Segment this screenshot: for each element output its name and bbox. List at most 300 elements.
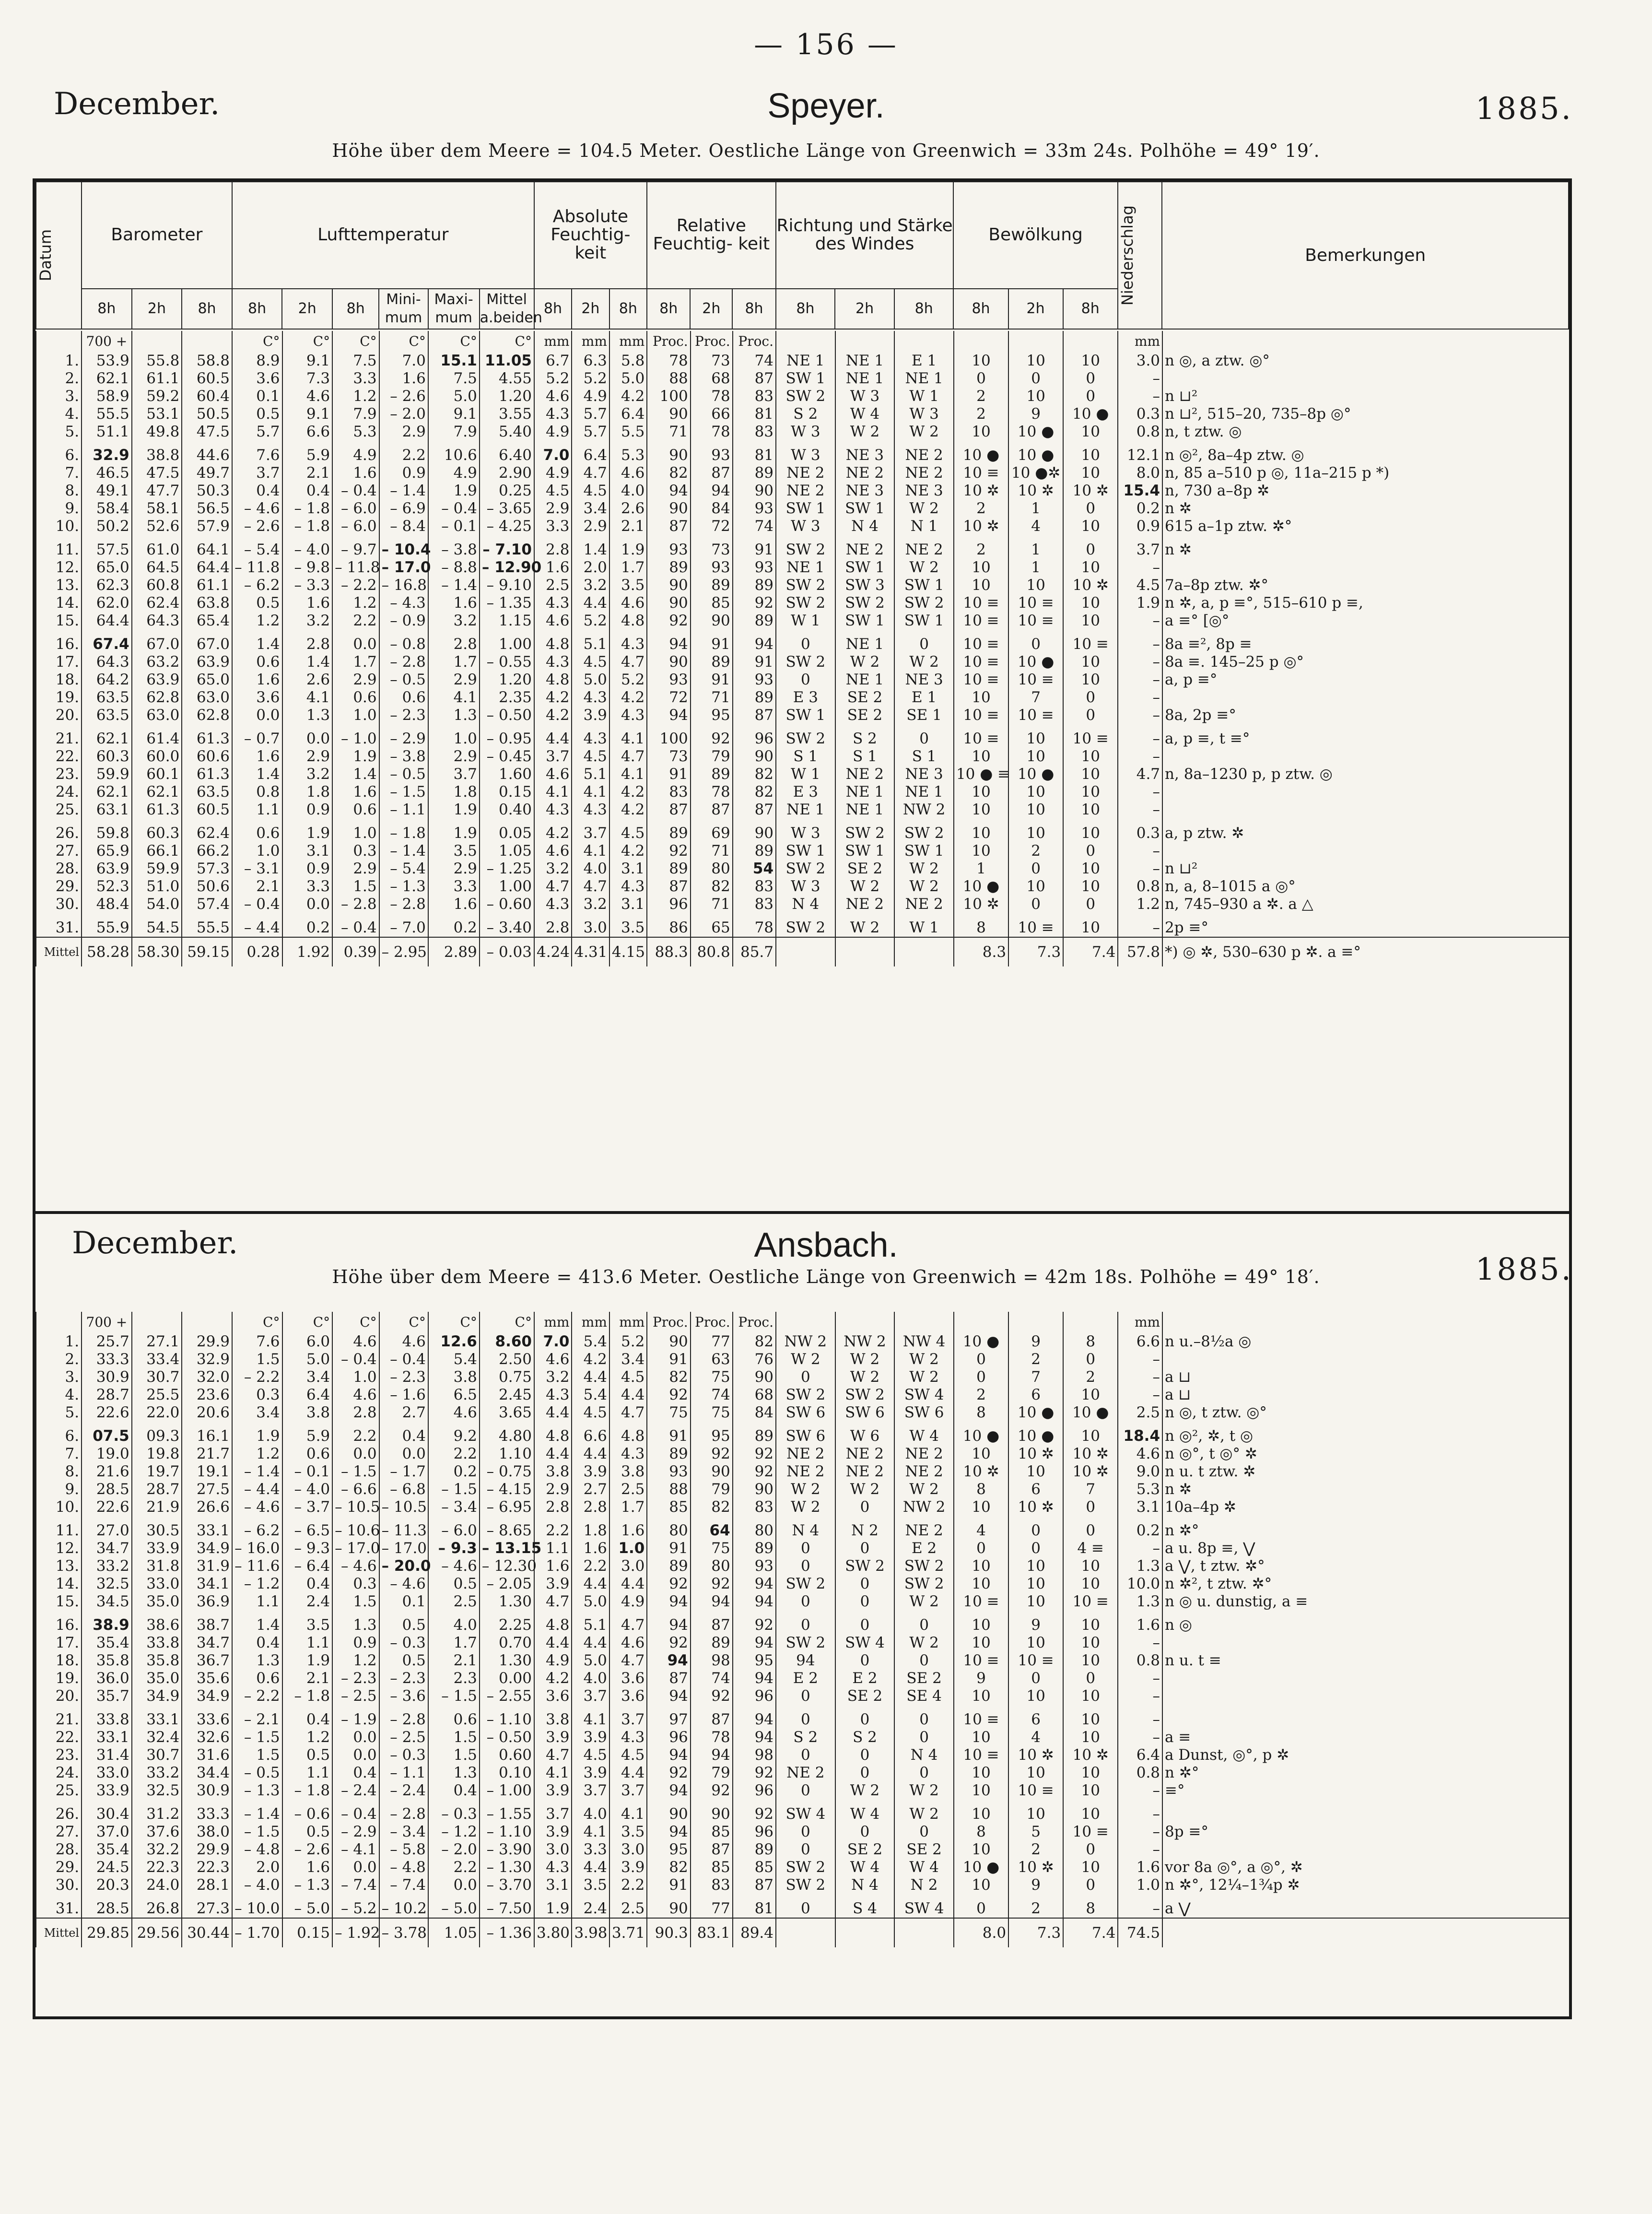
value-cell: – 4.4 bbox=[232, 919, 282, 937]
value-cell: 33.2 bbox=[82, 1557, 132, 1575]
spacer bbox=[232, 1516, 282, 1522]
value-cell: 57.4 bbox=[182, 895, 232, 913]
value-cell: 3.3 bbox=[428, 878, 480, 895]
value-cell: 3.65 bbox=[480, 1404, 534, 1422]
value-cell: 10 bbox=[1063, 748, 1118, 765]
value-cell: N 1 bbox=[894, 518, 954, 535]
value-cell: 10 ≡ bbox=[1008, 1782, 1063, 1800]
value-cell: S 1 bbox=[776, 748, 835, 765]
value-cell: – 2.3 bbox=[379, 1670, 428, 1687]
remark-cell bbox=[1162, 783, 1569, 801]
value-cell: 85 bbox=[647, 1498, 690, 1516]
value-cell: 95 bbox=[691, 707, 733, 724]
value-cell: 1.2 bbox=[332, 1652, 379, 1670]
value-cell: 0 bbox=[776, 1900, 835, 1918]
value-cell: 10 bbox=[1063, 352, 1118, 370]
value-cell: 2.5 bbox=[534, 577, 572, 594]
spacer bbox=[232, 913, 282, 919]
value-cell: 82 bbox=[691, 1498, 733, 1516]
value-cell: – 2.8 bbox=[332, 895, 379, 913]
value-cell: SW 2 bbox=[894, 594, 954, 612]
value-cell: SW 1 bbox=[894, 577, 954, 594]
spacer bbox=[82, 819, 132, 824]
value-cell: NE 1 bbox=[835, 671, 895, 689]
value-cell: 2.0 bbox=[572, 559, 609, 577]
value-cell: 7 bbox=[1063, 1481, 1118, 1498]
value-cell: – 1.5 bbox=[332, 1463, 379, 1481]
remark-cell: n u. t ≡ bbox=[1162, 1652, 1569, 1670]
remark-cell: a, p ≡° bbox=[1162, 671, 1569, 689]
value-cell: – 11.3 bbox=[379, 1522, 428, 1540]
value-cell: 47.5 bbox=[182, 423, 232, 441]
value-cell: 61.0 bbox=[132, 541, 182, 559]
spacer bbox=[609, 819, 647, 824]
value-cell: 62.1 bbox=[82, 730, 132, 748]
value-cell: 38.7 bbox=[182, 1616, 232, 1634]
value-cell: 0.2 bbox=[428, 919, 480, 937]
value-cell: – 6.2 bbox=[232, 1522, 282, 1540]
value-cell: – 16.8 bbox=[379, 577, 428, 594]
value-cell: 93 bbox=[733, 559, 776, 577]
value-cell: 0 bbox=[1063, 1670, 1118, 1687]
lufttemperatur-header: Lufttemperatur bbox=[232, 182, 534, 289]
remark-cell: a ⋁ bbox=[1162, 1900, 1569, 1918]
value-cell: 3.9 bbox=[534, 1575, 572, 1593]
value-cell: 1.0 bbox=[332, 1368, 379, 1386]
spacer bbox=[36, 1894, 82, 1900]
value-cell: 2.3 bbox=[428, 1670, 480, 1687]
value-cell: SW 2 bbox=[776, 653, 835, 671]
value-cell: W 3 bbox=[776, 518, 835, 535]
value-cell: – 4.0 bbox=[232, 1876, 282, 1894]
subheader-maximum: Maxi- mum bbox=[428, 289, 480, 329]
value-cell: 0 bbox=[894, 1823, 954, 1841]
value-cell: 30.9 bbox=[82, 1368, 132, 1386]
spacer bbox=[132, 1611, 182, 1616]
value-cell: 7.0 bbox=[534, 447, 572, 464]
value-cell: 9 bbox=[1008, 1616, 1063, 1634]
unit-label: Proc. bbox=[691, 1312, 733, 1333]
value-cell: W 2 bbox=[894, 1351, 954, 1368]
value-cell: – 7.4 bbox=[332, 1876, 379, 1894]
spacer bbox=[691, 1516, 733, 1522]
spacer bbox=[1063, 1611, 1118, 1616]
subheader-h8: 8h bbox=[232, 289, 282, 329]
subheader-h8: 8h bbox=[894, 289, 954, 329]
spacer bbox=[572, 1422, 609, 1427]
day-cell: 15. bbox=[36, 1593, 82, 1611]
spacer bbox=[534, 441, 572, 447]
value-cell: – 2.3 bbox=[379, 1368, 428, 1386]
mittel-value: 3.98 bbox=[572, 1918, 609, 1947]
value-cell: 4.4 bbox=[572, 1634, 609, 1652]
value-cell: NE 1 bbox=[835, 352, 895, 370]
unit-label: C° bbox=[232, 331, 282, 352]
spacer bbox=[1063, 535, 1118, 541]
value-cell: SW 2 bbox=[835, 1557, 895, 1575]
value-cell: 10 bbox=[1063, 860, 1118, 878]
value-cell: 0 bbox=[835, 1593, 895, 1611]
spacer bbox=[182, 819, 232, 824]
spacer bbox=[480, 1611, 534, 1616]
spacer bbox=[282, 1894, 333, 1900]
value-cell: – 3.40 bbox=[480, 919, 534, 937]
value-cell: 0 bbox=[894, 1711, 954, 1729]
spacer bbox=[1118, 913, 1162, 919]
day-cell: 27. bbox=[36, 1823, 82, 1841]
value-cell: – 1.4 bbox=[379, 842, 428, 860]
value-cell: 0 bbox=[776, 1711, 835, 1729]
value-cell: 4.9 bbox=[572, 388, 609, 405]
value-cell: 1.6 bbox=[282, 1859, 333, 1876]
value-cell: 4.7 bbox=[609, 1404, 647, 1422]
value-cell: 4.0 bbox=[428, 1616, 480, 1634]
spacer bbox=[480, 535, 534, 541]
spacer bbox=[332, 1705, 379, 1711]
spacer bbox=[1162, 1894, 1569, 1900]
value-cell: 34.9 bbox=[132, 1687, 182, 1705]
spacer bbox=[379, 1800, 428, 1805]
value-cell: 1.6 bbox=[379, 370, 428, 388]
value-cell: 4.0 bbox=[572, 860, 609, 878]
value-cell: 10 bbox=[1008, 1805, 1063, 1823]
value-cell: – bbox=[1118, 860, 1162, 878]
spacer bbox=[954, 535, 1008, 541]
value-cell: 6.4 bbox=[1118, 1746, 1162, 1764]
value-cell: 0.4 bbox=[379, 1427, 428, 1445]
value-cell: 1.2 bbox=[1118, 895, 1162, 913]
day-cell: 2. bbox=[36, 370, 82, 388]
value-cell: 4.3 bbox=[534, 1859, 572, 1876]
spacer bbox=[379, 630, 428, 636]
value-cell: 10 bbox=[954, 559, 1008, 577]
table-row bbox=[36, 388, 1569, 405]
spacer bbox=[232, 819, 282, 824]
value-cell: 6.7 bbox=[534, 352, 572, 370]
value-cell: – 4.6 bbox=[232, 500, 282, 518]
value-cell: W 2 bbox=[894, 500, 954, 518]
value-cell: SW 4 bbox=[776, 1805, 835, 1823]
value-cell: 0 bbox=[1063, 370, 1118, 388]
value-cell: 2.7 bbox=[379, 1404, 428, 1422]
spacer bbox=[1063, 913, 1118, 919]
value-cell: 82 bbox=[733, 1333, 776, 1351]
value-cell: 0 bbox=[1063, 1876, 1118, 1894]
value-cell: 1.6 bbox=[232, 748, 282, 765]
day-cell: 29. bbox=[36, 878, 82, 895]
value-cell: 07.5 bbox=[82, 1427, 132, 1445]
value-cell: 4.2 bbox=[534, 1670, 572, 1687]
table-row bbox=[36, 1616, 1569, 1634]
spacer bbox=[1008, 1800, 1063, 1805]
day-cell: 16. bbox=[36, 1616, 82, 1634]
value-cell: 3.0 bbox=[609, 1557, 647, 1575]
value-cell: E 2 bbox=[894, 1540, 954, 1557]
value-cell: SE 2 bbox=[894, 1670, 954, 1687]
value-cell: – 2.9 bbox=[379, 730, 428, 748]
value-cell: 33.8 bbox=[82, 1711, 132, 1729]
spacer bbox=[954, 1800, 1008, 1805]
value-cell: 30.4 bbox=[82, 1805, 132, 1823]
spacer bbox=[1162, 1611, 1569, 1616]
value-cell: 2.1 bbox=[609, 518, 647, 535]
value-cell: 0 bbox=[1063, 541, 1118, 559]
value-cell: S 4 bbox=[835, 1900, 895, 1918]
ansbach-station: Ansbach. bbox=[754, 1226, 898, 1264]
spacer bbox=[776, 1611, 835, 1616]
spacer bbox=[232, 1800, 282, 1805]
value-cell: 0 bbox=[1008, 1522, 1063, 1540]
value-cell: 3.8 bbox=[534, 1463, 572, 1481]
spacer bbox=[232, 535, 282, 541]
value-cell: 5.9 bbox=[282, 447, 333, 464]
value-cell: 65.0 bbox=[82, 559, 132, 577]
value-cell: 2.8 bbox=[534, 541, 572, 559]
mittel-value: – 3.78 bbox=[379, 1918, 428, 1947]
value-cell: 0.4 bbox=[428, 1782, 480, 1800]
value-cell: 12.1 bbox=[1118, 447, 1162, 464]
value-cell: 38.6 bbox=[132, 1616, 182, 1634]
value-cell: 26.6 bbox=[182, 1498, 232, 1516]
spacer bbox=[691, 535, 733, 541]
value-cell: 74 bbox=[691, 1386, 733, 1404]
value-cell: 2.5 bbox=[1118, 1404, 1162, 1422]
table-row bbox=[36, 464, 1569, 482]
value-cell: 0.2 bbox=[282, 919, 333, 937]
value-cell: – 0.1 bbox=[282, 1463, 333, 1481]
remark-cell: n ◎, t ztw. ◎° bbox=[1162, 1404, 1569, 1422]
value-cell: 3.3 bbox=[572, 1841, 609, 1859]
value-cell: W 2 bbox=[776, 1481, 835, 1498]
value-cell: SW 2 bbox=[776, 577, 835, 594]
unit-label bbox=[132, 331, 182, 352]
value-cell: 9 bbox=[1008, 1333, 1063, 1351]
value-cell: W 3 bbox=[835, 388, 895, 405]
value-cell: 4.4 bbox=[534, 1445, 572, 1463]
value-cell: 2.4 bbox=[572, 1900, 609, 1918]
value-cell: – 5.0 bbox=[428, 1900, 480, 1918]
spacer bbox=[609, 1705, 647, 1711]
spacer bbox=[428, 1705, 480, 1711]
value-cell: W 4 bbox=[835, 405, 895, 423]
value-cell: 94 bbox=[647, 1823, 690, 1841]
value-cell: W 2 bbox=[894, 1593, 954, 1611]
value-cell: W 2 bbox=[835, 1351, 895, 1368]
value-cell: 1.3 bbox=[1118, 1557, 1162, 1575]
value-cell: 3.6 bbox=[609, 1687, 647, 1705]
barometer-header: Barometer bbox=[82, 182, 232, 289]
value-cell: – 0.4 bbox=[232, 895, 282, 913]
value-cell: W 1 bbox=[776, 612, 835, 630]
remark-cell bbox=[1162, 1711, 1569, 1729]
value-cell: 0 bbox=[1008, 1670, 1063, 1687]
day-cell: 25. bbox=[36, 1782, 82, 1800]
value-cell: 61.3 bbox=[132, 801, 182, 819]
value-cell: 65 bbox=[691, 919, 733, 937]
value-cell: 10 bbox=[1008, 1687, 1063, 1705]
value-cell: 29.9 bbox=[182, 1333, 232, 1351]
value-cell: 4.1 bbox=[572, 842, 609, 860]
remark-cell: a Dunst, ◎°, p ✲ bbox=[1162, 1746, 1569, 1764]
value-cell: 55.8 bbox=[132, 352, 182, 370]
value-cell: 82 bbox=[647, 1368, 690, 1386]
value-cell: 55.5 bbox=[182, 919, 232, 937]
value-cell: 3.7 bbox=[1118, 541, 1162, 559]
value-cell: 87 bbox=[691, 801, 733, 819]
value-cell: 4.9 bbox=[534, 423, 572, 441]
value-cell: 10 bbox=[1063, 1652, 1118, 1670]
spacer bbox=[428, 1894, 480, 1900]
value-cell: 63 bbox=[691, 1351, 733, 1368]
value-cell: 1.1 bbox=[282, 1634, 333, 1652]
value-cell: 94 bbox=[691, 1593, 733, 1611]
value-cell: 92 bbox=[647, 1764, 690, 1782]
value-cell: SW 1 bbox=[835, 612, 895, 630]
table-row bbox=[36, 352, 1569, 370]
unit-label: Proc. bbox=[691, 331, 733, 352]
spacer bbox=[428, 913, 480, 919]
value-cell: – 0.75 bbox=[480, 1463, 534, 1481]
table-row bbox=[36, 824, 1569, 842]
value-cell: SW 1 bbox=[835, 559, 895, 577]
unit-label bbox=[1162, 331, 1569, 352]
value-cell: 63.9 bbox=[132, 671, 182, 689]
spacer bbox=[82, 1800, 132, 1805]
value-cell: 85 bbox=[733, 1859, 776, 1876]
spacer bbox=[182, 1705, 232, 1711]
value-cell: 3.5 bbox=[609, 919, 647, 937]
value-cell: 4.2 bbox=[534, 689, 572, 707]
value-cell: 89 bbox=[691, 653, 733, 671]
spacer bbox=[282, 535, 333, 541]
spacer bbox=[835, 535, 895, 541]
barometer-base: 700 + bbox=[82, 331, 132, 352]
value-cell: SW 1 bbox=[776, 500, 835, 518]
spacer bbox=[691, 724, 733, 730]
value-cell: 47.7 bbox=[132, 482, 182, 500]
value-cell: – 2.5 bbox=[379, 1729, 428, 1746]
value-cell: 3.8 bbox=[282, 1404, 333, 1422]
value-cell: – 1.35 bbox=[480, 594, 534, 612]
spacer bbox=[1162, 913, 1569, 919]
value-cell: 85 bbox=[691, 1823, 733, 1841]
value-cell: 7.3 bbox=[282, 370, 333, 388]
value-cell: 5.5 bbox=[609, 423, 647, 441]
value-cell: 1.3 bbox=[332, 1616, 379, 1634]
value-cell: – 1.8 bbox=[282, 1687, 333, 1705]
value-cell: 1.60 bbox=[480, 765, 534, 783]
mittel-value: 2.89 bbox=[428, 937, 480, 966]
spacer bbox=[1162, 1422, 1569, 1427]
value-cell: 36.7 bbox=[182, 1652, 232, 1670]
remark-cell bbox=[1162, 1805, 1569, 1823]
value-cell: 90 bbox=[733, 1481, 776, 1498]
value-cell: 32.9 bbox=[182, 1351, 232, 1368]
value-cell: 9 bbox=[1008, 1876, 1063, 1894]
value-cell: 1.6 bbox=[332, 783, 379, 801]
day-cell: 4. bbox=[36, 1386, 82, 1404]
value-cell: 73 bbox=[691, 541, 733, 559]
value-cell: 5.4 bbox=[572, 1386, 609, 1404]
spacer bbox=[182, 1894, 232, 1900]
value-cell: 0.4 bbox=[232, 1634, 282, 1652]
unit-label bbox=[1162, 1312, 1569, 1333]
table-row bbox=[36, 1333, 1569, 1351]
day-cell: 5. bbox=[36, 1404, 82, 1422]
value-cell: 64.3 bbox=[82, 653, 132, 671]
value-cell: 0 bbox=[835, 1616, 895, 1634]
value-cell: 1.2 bbox=[232, 612, 282, 630]
value-cell: 1.00 bbox=[480, 636, 534, 653]
value-cell: 90 bbox=[647, 594, 690, 612]
value-cell: 90 bbox=[733, 1368, 776, 1386]
spacer bbox=[232, 1705, 282, 1711]
value-cell: SE 2 bbox=[835, 689, 895, 707]
spacer bbox=[379, 441, 428, 447]
spacer bbox=[332, 1611, 379, 1616]
table-row bbox=[36, 577, 1569, 594]
value-cell: 59.9 bbox=[82, 765, 132, 783]
spacer bbox=[534, 1800, 572, 1805]
value-cell: 56.5 bbox=[182, 500, 232, 518]
value-cell: 1.8 bbox=[282, 783, 333, 801]
value-cell: – 5.2 bbox=[332, 1900, 379, 1918]
value-cell: – bbox=[1118, 1386, 1162, 1404]
value-cell: SW 2 bbox=[776, 1634, 835, 1652]
value-cell: 1.2 bbox=[332, 594, 379, 612]
value-cell: 94 bbox=[647, 1593, 690, 1611]
value-cell: 10 bbox=[1063, 878, 1118, 895]
table-row bbox=[36, 423, 1569, 441]
value-cell: 4.9 bbox=[609, 1593, 647, 1611]
table-row bbox=[36, 1764, 1569, 1782]
value-cell: 4.6 bbox=[534, 388, 572, 405]
value-cell: 33.0 bbox=[82, 1764, 132, 1782]
value-cell: – 6.6 bbox=[332, 1481, 379, 1498]
value-cell: SW 2 bbox=[776, 1386, 835, 1404]
value-cell: NE 1 bbox=[776, 801, 835, 819]
value-cell: – 4.6 bbox=[428, 1557, 480, 1575]
value-cell: – 1.2 bbox=[232, 1575, 282, 1593]
spacer bbox=[132, 1705, 182, 1711]
mittel-value bbox=[1162, 1918, 1569, 1947]
value-cell: 54.5 bbox=[132, 919, 182, 937]
value-cell: – 1.30 bbox=[480, 1859, 534, 1876]
value-cell: 35.4 bbox=[82, 1841, 132, 1859]
value-cell: 91 bbox=[691, 671, 733, 689]
value-cell: 10 bbox=[1063, 1764, 1118, 1782]
value-cell: 32.0 bbox=[182, 1368, 232, 1386]
subheader-h2: 2h bbox=[132, 289, 182, 329]
speyer-table bbox=[35, 331, 1569, 966]
value-cell: 4 ≡ bbox=[1063, 1540, 1118, 1557]
value-cell: 0.6 bbox=[232, 653, 282, 671]
value-cell: 0.70 bbox=[480, 1634, 534, 1652]
value-cell: 0.8 bbox=[232, 783, 282, 801]
spacer bbox=[379, 1894, 428, 1900]
value-cell: 4.3 bbox=[534, 801, 572, 819]
spacer bbox=[954, 1894, 1008, 1900]
value-cell: NE 2 bbox=[894, 464, 954, 482]
value-cell: 90 bbox=[691, 612, 733, 630]
value-cell: W 2 bbox=[894, 1481, 954, 1498]
spacer bbox=[1118, 1800, 1162, 1805]
unit-label bbox=[1008, 1312, 1063, 1333]
value-cell: 95 bbox=[647, 1841, 690, 1859]
value-cell: 10 ✲ bbox=[1008, 1498, 1063, 1516]
value-cell: 78 bbox=[691, 783, 733, 801]
value-cell: SW 6 bbox=[776, 1427, 835, 1445]
